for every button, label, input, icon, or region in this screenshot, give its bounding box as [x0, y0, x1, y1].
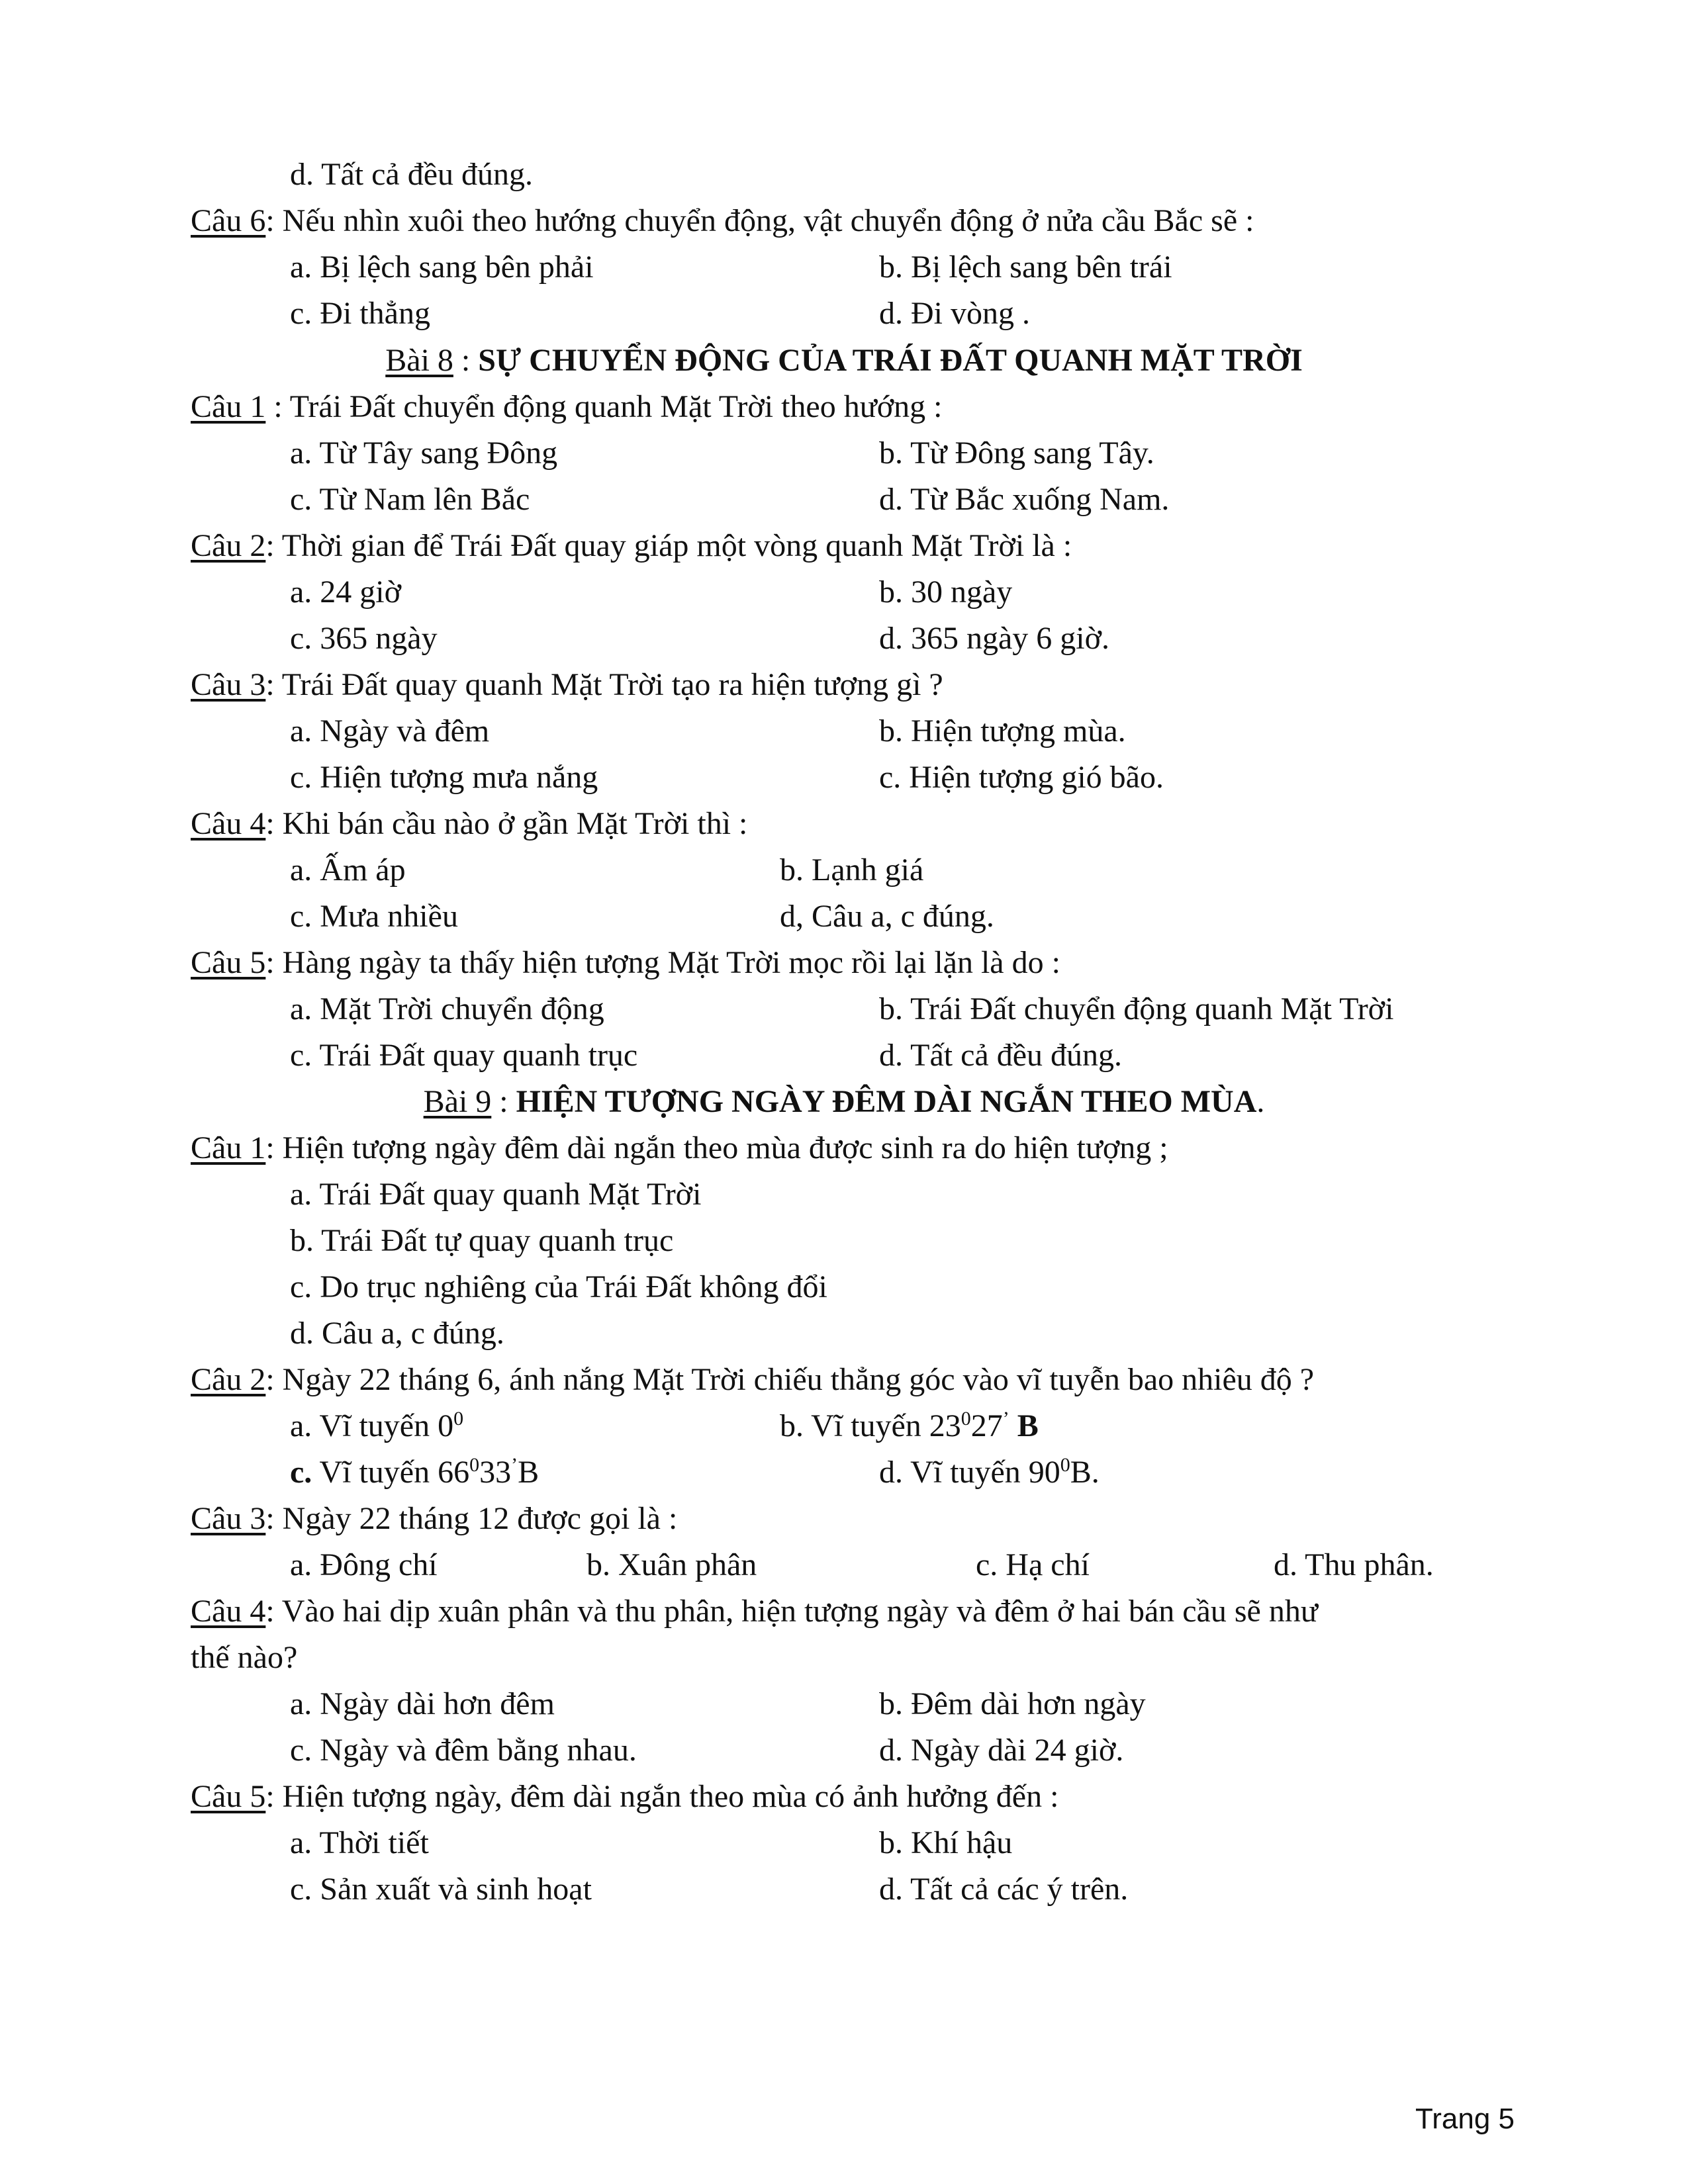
section-heading: HIỆN TƯỢNG NGÀY ĐÊM DÀI NGẮN THEO MÙA [516, 1084, 1257, 1119]
option-d: d. Tất cả các ý trên. [879, 1872, 1129, 1907]
option-b: b. Xuân phân [586, 1547, 757, 1582]
option-d: d. 365 ngày 6 giờ. [879, 621, 1110, 656]
question-label: Câu 5 [191, 945, 266, 980]
section-heading-end: . [1256, 1084, 1265, 1119]
question-label: Câu 3 [191, 667, 266, 702]
option-a: a. Bị lệch sang bên phải [290, 250, 594, 285]
option-a-text: a. Vĩ tuyến 0 [290, 1408, 454, 1443]
option-a: a. Ấm áp [290, 852, 406, 887]
question-label: Câu 5 [191, 1779, 266, 1814]
minutes-value: 33 [479, 1455, 512, 1490]
option-d: d. Đi vòng . [879, 296, 1030, 331]
option-d: d. Ngày dài 24 giờ. [879, 1733, 1124, 1768]
option-a: a. Thời tiết [290, 1825, 429, 1860]
option-b: b. Hiện tượng mùa. [879, 713, 1126, 749]
option-b: b. Bị lệch sang bên trái [879, 250, 1172, 285]
option-b: b. Lạnh giá [780, 852, 924, 887]
question-label: Câu 2 [191, 528, 266, 563]
question-label: Câu 4 [191, 806, 266, 841]
hemisphere-label: B. [1070, 1455, 1100, 1490]
option-d: d. Câu a, c đúng. [290, 1316, 504, 1351]
option-a: a. Trái Đất quay quanh Mặt Trời [290, 1177, 702, 1212]
option-c: c. Đi thẳng [290, 296, 430, 331]
degree-superscript: 0 [469, 1454, 480, 1476]
question [191, 805, 747, 842]
option-c: c. Sản xuất và sinh hoạt [290, 1872, 592, 1907]
option-c: c. Từ Nam lên Bắc [290, 482, 530, 517]
question-label: Câu 4 [191, 1594, 266, 1629]
option-b: b. Trái Đất chuyển động quanh Mặt Trời [879, 991, 1394, 1026]
option-c-text: Vĩ tuyến 66 [312, 1455, 470, 1490]
question-text-continued: thế nào? [191, 1640, 298, 1675]
option-c: c. Trái Đất quay quanh trục [290, 1038, 638, 1073]
question-text: : Nếu nhìn xuôi theo hướng chuyển động, vật chuyển động ở nửa cầu Bắc sẽ : [265, 203, 1254, 238]
question [191, 666, 943, 704]
question [191, 1500, 677, 1537]
option-d-text: d. Vĩ tuyến 90 [879, 1455, 1060, 1490]
question-label: Câu 1 [191, 1130, 266, 1165]
section-sep: : [491, 1084, 516, 1119]
option-a: a. 24 giờ [290, 574, 402, 610]
hemisphere-label: B [518, 1455, 539, 1490]
page-number: Trang 5 [1415, 2103, 1515, 2135]
question [191, 1361, 1314, 1398]
question-label: Câu 1 [191, 389, 266, 424]
option-a [290, 1408, 463, 1445]
question-text: : Ngày 22 tháng 12 được gọi là : [265, 1501, 678, 1536]
question-label: Câu 3 [191, 1501, 266, 1536]
section-title-bai9 [0, 1083, 1688, 1120]
section-label: Bài 8 [385, 343, 453, 378]
question [191, 388, 942, 426]
minute-mark: ’ [1002, 1408, 1009, 1430]
option-b: b. Từ Đông sang Tây. [879, 435, 1154, 471]
degree-superscript: 0 [961, 1408, 971, 1430]
question-label: Câu 6 [191, 203, 266, 238]
question [191, 1593, 1318, 1630]
option-c [290, 1454, 539, 1491]
question [191, 203, 1254, 240]
option-c: c. Hiện tượng mưa nắng [290, 760, 598, 795]
option-b: b. Khí hậu [879, 1825, 1013, 1860]
option-d: d. Tất cả đều đúng. [879, 1038, 1123, 1073]
question [191, 527, 1072, 565]
question [191, 944, 1060, 981]
option-b [780, 1408, 1039, 1445]
option-b: b. 30 ngày [879, 574, 1013, 610]
option-d: d, Câu a, c đúng. [780, 899, 994, 934]
section-label: Bài 9 [423, 1084, 492, 1119]
option-d: d. Thu phân. [1274, 1547, 1434, 1582]
option-a: a. Từ Tây sang Đông [290, 435, 558, 471]
question-label: Câu 2 [191, 1362, 266, 1397]
option-d [879, 1454, 1100, 1491]
question-text: : Vào hai dịp xuân phân và thu phân, hiện tượng ngày và đêm ở hai bán cầu sẽ như [265, 1594, 1318, 1629]
option-c: c. 365 ngày [290, 621, 438, 656]
question [191, 1130, 1168, 1167]
option-a: a. Ngày dài hơn đêm [290, 1686, 555, 1721]
option-c: c. Mưa nhiều [290, 899, 458, 934]
option-b: b. Trái Đất tự quay quanh trục [290, 1223, 674, 1258]
option-text: d. Tất cả đều đúng. [290, 157, 534, 192]
question-text: : Ngày 22 tháng 6, ánh nắng Mặt Trời chiếu thẳng góc vào vĩ tuyễn bao nhiêu độ ? [265, 1362, 1315, 1397]
section-heading: SỰ CHUYỂN ĐỘNG CỦA TRÁI ĐẤT QUANH MẶT TRỜI [478, 343, 1303, 378]
option-a: a. Ngày và đêm [290, 713, 490, 749]
degree-superscript: 0 [1060, 1454, 1070, 1476]
question-text: : Hàng ngày ta thấy hiện tượng Mặt Trời mọc rồi lại lặn là do : [265, 945, 1060, 980]
question-text: : Khi bán cầu nào ở gần Mặt Trời thì : [265, 806, 748, 841]
question-text: : Thời gian để Trái Đất quay giáp một vòng quanh Mặt Trời là : [265, 528, 1072, 563]
question-text: : Hiện tượng ngày đêm dài ngắn theo mùa được sinh ra do hiện tượng ; [265, 1130, 1168, 1165]
option-c: c. Do trục nghiêng của Trái Đất không đổi [290, 1269, 827, 1304]
option-c: c. Hạ chí [976, 1547, 1090, 1582]
question [191, 1778, 1058, 1815]
option-d: d. Từ Bắc xuống Nam. [879, 482, 1170, 517]
option-c-letter: c. [290, 1455, 312, 1490]
option-b-text: b. Vĩ tuyến 23 [780, 1408, 961, 1443]
section-title-bai8 [0, 342, 1688, 379]
option-b: b. Đêm dài hơn ngày [879, 1686, 1146, 1721]
option-d: c. Hiện tượng gió bão. [879, 760, 1164, 795]
minute-mark: ’ [511, 1454, 518, 1476]
minutes-value: 27 [970, 1408, 1003, 1443]
question-text: : Trái Đất quay quanh Mặt Trời tạo ra hiện tượng gì ? [265, 667, 943, 702]
section-sep: : [453, 343, 479, 378]
question-text: : Hiện tượng ngày, đêm dài ngắn theo mùa có ảnh hưởng đến : [265, 1779, 1059, 1814]
degree-superscript: 0 [453, 1408, 464, 1430]
option-a: a. Mặt Trời chuyển động [290, 991, 604, 1026]
question-text: : Trái Đất chuyển động quanh Mặt Trời theo hướng : [265, 389, 943, 424]
option-c: c. Ngày và đêm bằng nhau. [290, 1733, 637, 1768]
option-a: a. Đông chí [290, 1547, 438, 1582]
hemisphere-label: B [1009, 1408, 1039, 1443]
